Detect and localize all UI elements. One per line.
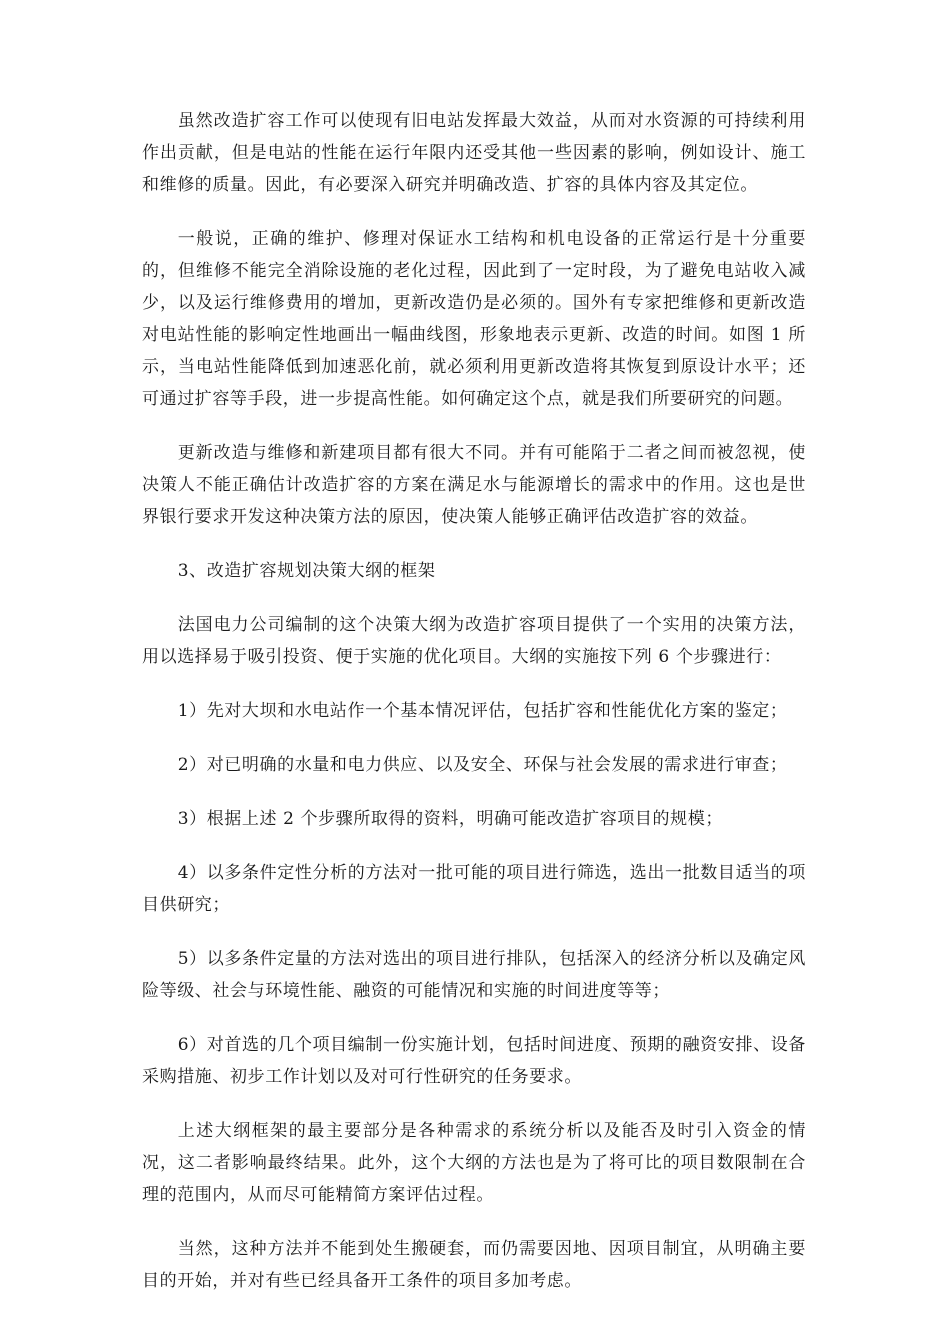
paragraph-framework-summary: 上述大纲框架的最主要部分是各种需求的系统分析以及能否及时引入资金的情况，这二者影响最终结果。此外，这个大纲的方法也是为了将可比的项目数限制在合理的范围内，从而尽可能精简方案评估过程。 (142, 1121, 806, 1205)
paragraph-renovation-benefits: 虽然改造扩容工作可以使现有旧电站发挥最大效益，从而对水资源的可持续利用作出贡献，但是电站的性能在运行年限内还受其他一些因素的影响，例如设计、施工和维修的质量。因此，有必要深入研究并明确改造、扩容的具体内容及其定位。 (142, 111, 806, 195)
paragraph-outline-intro: 法国电力公司编制的这个决策大纲为改造扩容项目提供了一个实用的决策方法，用以选择易于吸引投资、便于实施的优化项目。大纲的实施按下列 6 个步骤进行： (142, 615, 806, 667)
step-item-2: 2）对已明确的水量和电力供应、以及安全、环保与社会发展的需求进行审查； (177, 755, 788, 775)
paragraph-renovation-difference: 更新改造与维修和新建项目都有很大不同。并有可能陷于二者之间而被忽视，使决策人不能正确估计改造扩容的方案在满足水与能源增长的需求中的作用。这也是世界银行要求开发这种决策方法的原因，使决策人能够正确评估改造扩容的效益。 (142, 443, 806, 527)
step-item-3: 3）根据上述 2 个步骤所取得的资料，明确可能改造扩容项目的规模； (177, 809, 723, 829)
document-body (142, 105, 806, 1319)
step-item-4: 4）以多条件定性分析的方法对一批可能的项目进行筛选，选出一批数目适当的项目供研究； (142, 863, 806, 915)
paragraph-maintenance-vs-renovation: 一般说，正确的维护、修理对保证水工结构和机电设备的正常运行是十分重要的，但维修不能完全消除设施的老化过程，因此到了一定时段，为了避免电站收入减少，以及运行维修费用的增加，更新改造仍是必须的。国外有专家把维修和更新改造对电站性能的影响定性地画出一幅曲线图，形象地表示更新、改造的时间。如图 1 所示，当电站性能降低到加速恶化前，就必须利用更新改造将其恢复到原设计水平；还可通过扩容等手段，进一步提高性能。如何确定这个点，就是我们所要研究的问题。 (142, 229, 806, 409)
step-item-5: 5）以多条件定量的方法对选出的项目进行排队，包括深入的经济分析以及确定风险等级、社会与环境性能、融资的可能情况和实施的时间进度等等； (142, 949, 806, 1001)
step-item-6: 6）对首选的几个项目编制一份实施计划，包括时间进度、预期的融资安排、设备采购措施、初步工作计划以及对可行性研究的任务要求。 (142, 1035, 806, 1087)
step-item-1: 1）先对大坝和水电站作一个基本情况评估，包括扩容和性能优化方案的鉴定； (177, 701, 788, 721)
paragraph-conclusion: 当然，这种方法并不能到处生搬硬套，而仍需要因地、因项目制宜，从明确主要目的开始，并对有些已经具备开工条件的项目多加考虑。 (142, 1239, 806, 1291)
section-heading: 3、改造扩容规划决策大纲的框架 (177, 561, 436, 581)
